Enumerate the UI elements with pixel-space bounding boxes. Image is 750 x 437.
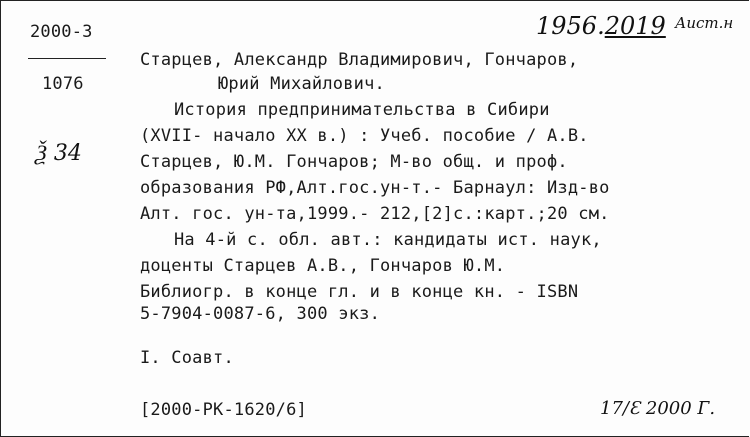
title-line-1: История предпринимательства в Сибири [174, 100, 550, 120]
note-line-2: доценты Старцев А.В., Гончаров Ю.М. [140, 256, 506, 276]
author-line-2: Юрий Михайлович. [218, 74, 385, 94]
accession-suffix: 2019 [604, 12, 666, 40]
title-line-2: (XVII- начало XX в.) : Учеб. пособие / А.В. [140, 126, 589, 146]
handwritten-footer: 17/Ɛ 2000 Г. [600, 398, 716, 419]
accession-prefix: 1956. [536, 12, 605, 40]
left-divider [28, 58, 106, 59]
author-line-1: Старцев, Александр Владимирович, Гончаров, [140, 50, 579, 70]
imprint-line: Алт. гос. ун-та,1999.- 212,[2]с.:карт.;20 см. [140, 204, 610, 224]
accession-number [536, 12, 666, 40]
call-number: [2000-РК-1620/6] [140, 400, 307, 420]
left-mid-code: 1076 [42, 74, 84, 94]
tracing-line: I. Соавт. [140, 348, 234, 368]
title-line-3: Старцев, Ю.М. Гончаров; М-во общ. и проф. [140, 152, 568, 172]
accession-note: Аист.н [675, 14, 734, 32]
note-line-3: Библиогр. в конце гл. и в конце кн. - ISBN [140, 282, 579, 302]
top-left-code: 2000-3 [30, 22, 93, 42]
handwritten-left-mark: Ѯ 34 [36, 141, 82, 166]
isbn-line: 5-7904-0087-6, 300 экз. [140, 304, 381, 324]
title-line-4: образования РФ,Алт.гос.ун-т.- Барнаул: Изд-во [140, 178, 610, 198]
note-line-1: На 4-й с. обл. авт.: кандидаты ист. наук, [174, 230, 602, 250]
